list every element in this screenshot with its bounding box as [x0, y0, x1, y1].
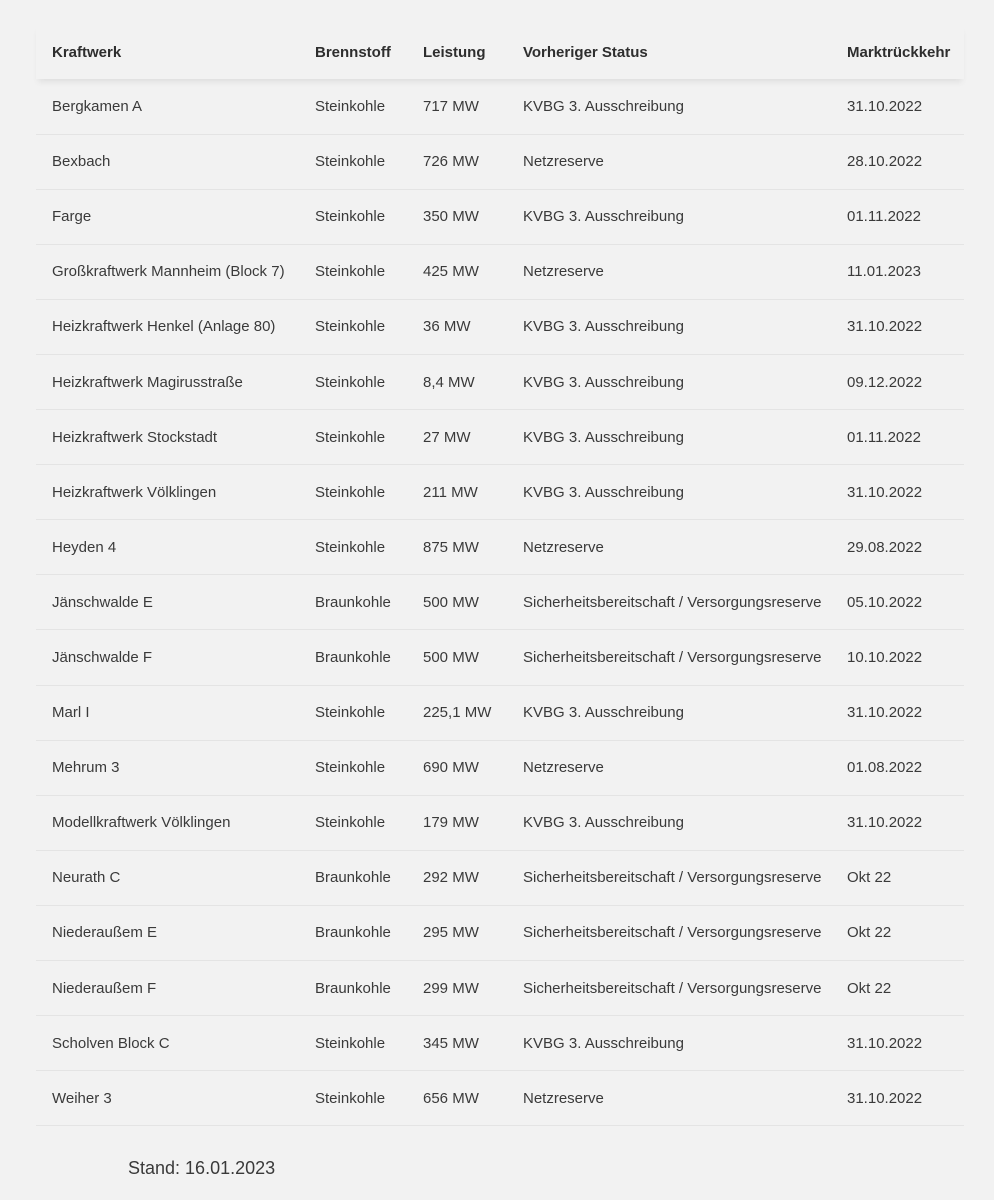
table-row: [36, 134, 964, 189]
cell-kraftwerk: Heizkraftwerk Magirusstraße: [52, 373, 243, 391]
cell-marktrueckkehr: 31.10.2022: [847, 97, 923, 115]
cell-vorheriger-status: Netzreserve: [523, 759, 604, 777]
cell-leistung: 345 MW: [423, 1034, 479, 1052]
header-brennstoff: Brennstoff: [315, 43, 391, 61]
cell-vorheriger-status: KVBG 3. Ausschreibung: [523, 483, 684, 501]
cell-marktrueckkehr: Okt 22: [847, 869, 892, 887]
cell-kraftwerk: Neurath C: [52, 869, 121, 887]
cell-marktrueckkehr: 31.10.2022: [847, 814, 923, 832]
cell-marktrueckkehr: 05.10.2022: [847, 593, 923, 611]
header-leistung: Leistung: [423, 43, 486, 61]
cell-vorheriger-status: Netzreserve: [523, 263, 604, 281]
cell-brennstoff: Steinkohle: [315, 153, 386, 171]
table-row: [36, 354, 964, 409]
cell-vorheriger-status: KVBG 3. Ausschreibung: [523, 208, 684, 226]
cell-leistung: 875 MW: [423, 538, 479, 556]
cell-brennstoff: Steinkohle: [315, 814, 386, 832]
cell-kraftwerk: Heyden 4: [52, 538, 117, 556]
cell-kraftwerk: Großkraftwerk Mannheim (Block 7): [52, 263, 285, 281]
cell-marktrueckkehr: 29.08.2022: [847, 538, 923, 556]
table-row: [36, 575, 964, 630]
cell-marktrueckkehr: 31.10.2022: [847, 704, 923, 722]
cell-vorheriger-status: Netzreserve: [523, 538, 604, 556]
cell-vorheriger-status: Sicherheitsbereitschaft / Versorgungsreserve: [523, 869, 822, 887]
cell-marktrueckkehr: 09.12.2022: [847, 373, 923, 391]
cell-vorheriger-status: Sicherheitsbereitschaft / Versorgungsreserve: [523, 648, 822, 666]
cell-marktrueckkehr: 11.01.2023: [847, 263, 921, 281]
table-header: [36, 25, 964, 79]
cell-brennstoff: Steinkohle: [315, 428, 386, 446]
cell-leistung: 350 MW: [423, 208, 479, 226]
cell-vorheriger-status: Sicherheitsbereitschaft / Versorgungsreserve: [523, 979, 822, 997]
cell-kraftwerk: Heizkraftwerk Henkel (Anlage 80): [52, 318, 276, 336]
cell-marktrueckkehr: Okt 22: [847, 924, 892, 942]
table-row: [36, 244, 964, 299]
cell-marktrueckkehr: Okt 22: [847, 979, 892, 997]
cell-vorheriger-status: KVBG 3. Ausschreibung: [523, 97, 684, 115]
cell-marktrueckkehr: 01.11.2022: [847, 208, 921, 226]
cell-brennstoff: Braunkohle: [315, 869, 391, 887]
cell-brennstoff: Steinkohle: [315, 538, 386, 556]
cell-vorheriger-status: KVBG 3. Ausschreibung: [523, 318, 684, 336]
cell-brennstoff: Steinkohle: [315, 318, 386, 336]
table-row: [36, 905, 964, 960]
cell-leistung: 717 MW: [423, 97, 479, 115]
cell-kraftwerk: Scholven Block C: [52, 1034, 170, 1052]
cell-kraftwerk: Jänschwalde F: [52, 648, 153, 666]
cell-kraftwerk: Bexbach: [52, 153, 111, 171]
cell-kraftwerk: Modellkraftwerk Völklingen: [52, 814, 231, 832]
cell-kraftwerk: Mehrum 3: [52, 759, 120, 777]
cell-brennstoff: Braunkohle: [315, 648, 391, 666]
cell-brennstoff: Braunkohle: [315, 593, 391, 611]
cell-leistung: 27 MW: [423, 428, 471, 446]
header-marktrueckkehr: Marktrückkehr: [847, 43, 951, 61]
cell-brennstoff: Steinkohle: [315, 208, 386, 226]
cell-leistung: 295 MW: [423, 924, 479, 942]
table-row: [36, 189, 964, 244]
cell-vorheriger-status: Netzreserve: [523, 1089, 604, 1107]
cell-marktrueckkehr: 28.10.2022: [847, 153, 923, 171]
cell-marktrueckkehr: 31.10.2022: [847, 1034, 923, 1052]
table-row: [36, 961, 964, 1016]
cell-vorheriger-status: KVBG 3. Ausschreibung: [523, 428, 684, 446]
cell-brennstoff: Steinkohle: [315, 759, 386, 777]
cell-kraftwerk: Jänschwalde E: [52, 593, 153, 611]
cell-kraftwerk: Marl I: [52, 704, 90, 722]
cell-kraftwerk: Heizkraftwerk Stockstadt: [52, 428, 218, 446]
cell-vorheriger-status: Netzreserve: [523, 153, 604, 171]
table-row: [36, 410, 964, 465]
cell-brennstoff: Braunkohle: [315, 924, 391, 942]
table-row: [36, 685, 964, 740]
cell-brennstoff: Steinkohle: [315, 97, 386, 115]
cell-vorheriger-status: KVBG 3. Ausschreibung: [523, 373, 684, 391]
cell-kraftwerk: Heizkraftwerk Völklingen: [52, 483, 217, 501]
table-row: [36, 465, 964, 520]
cell-kraftwerk: Farge: [52, 208, 92, 226]
cell-brennstoff: Steinkohle: [315, 1089, 386, 1107]
cell-leistung: 425 MW: [423, 263, 479, 281]
cell-marktrueckkehr: 31.10.2022: [847, 318, 923, 336]
cell-leistung: 500 MW: [423, 593, 479, 611]
table-row: [36, 850, 964, 905]
table-row: [36, 79, 964, 134]
table-row: [36, 630, 964, 685]
table-row: [36, 795, 964, 850]
table-row: [36, 1016, 964, 1071]
table-row: [36, 520, 964, 575]
table-header-row: [36, 25, 964, 79]
stand-date-note: Stand: 16.01.2023: [128, 1158, 276, 1178]
cell-leistung: 8,4 MW: [423, 373, 475, 391]
cell-vorheriger-status: KVBG 3. Ausschreibung: [523, 1034, 684, 1052]
cell-marktrueckkehr: 31.10.2022: [847, 483, 923, 501]
cell-marktrueckkehr: 31.10.2022: [847, 1089, 923, 1107]
cell-kraftwerk: Niederaußem E: [52, 924, 158, 942]
cell-leistung: 179 MW: [423, 814, 479, 832]
cell-brennstoff: Steinkohle: [315, 704, 386, 722]
cell-leistung: 292 MW: [423, 869, 479, 887]
cell-leistung: 690 MW: [423, 759, 479, 777]
cell-leistung: 500 MW: [423, 648, 479, 666]
table-row: [36, 299, 964, 354]
table-row: [36, 1071, 964, 1126]
cell-brennstoff: Braunkohle: [315, 979, 391, 997]
cell-vorheriger-status: Sicherheitsbereitschaft / Versorgungsreserve: [523, 593, 822, 611]
cell-brennstoff: Steinkohle: [315, 263, 386, 281]
cell-vorheriger-status: Sicherheitsbereitschaft / Versorgungsreserve: [523, 924, 822, 942]
cell-marktrueckkehr: 10.10.2022: [847, 648, 923, 666]
header-kraftwerk: Kraftwerk: [52, 43, 122, 61]
table-row: [36, 740, 964, 795]
cell-vorheriger-status: KVBG 3. Ausschreibung: [523, 704, 684, 722]
cell-leistung: 211 MW: [423, 483, 478, 501]
power-plant-table-container: [36, 25, 964, 1126]
power-plant-table: [36, 25, 964, 1126]
cell-leistung: 726 MW: [423, 153, 479, 171]
cell-brennstoff: Steinkohle: [315, 483, 386, 501]
cell-leistung: 299 MW: [423, 979, 479, 997]
cell-brennstoff: Steinkohle: [315, 1034, 386, 1052]
cell-marktrueckkehr: 01.08.2022: [847, 759, 923, 777]
cell-vorheriger-status: KVBG 3. Ausschreibung: [523, 814, 684, 832]
cell-brennstoff: Steinkohle: [315, 373, 386, 391]
cell-kraftwerk: Niederaußem F: [52, 979, 157, 997]
cell-leistung: 225,1 MW: [423, 704, 492, 722]
cell-kraftwerk: Weiher 3: [52, 1089, 112, 1107]
table-body: [36, 79, 964, 1126]
cell-leistung: 36 MW: [423, 318, 471, 336]
cell-kraftwerk: Bergkamen A: [52, 97, 143, 115]
header-vorheriger-status: Vorheriger Status: [523, 43, 648, 61]
cell-leistung: 656 MW: [423, 1089, 479, 1107]
cell-marktrueckkehr: 01.11.2022: [847, 428, 921, 446]
